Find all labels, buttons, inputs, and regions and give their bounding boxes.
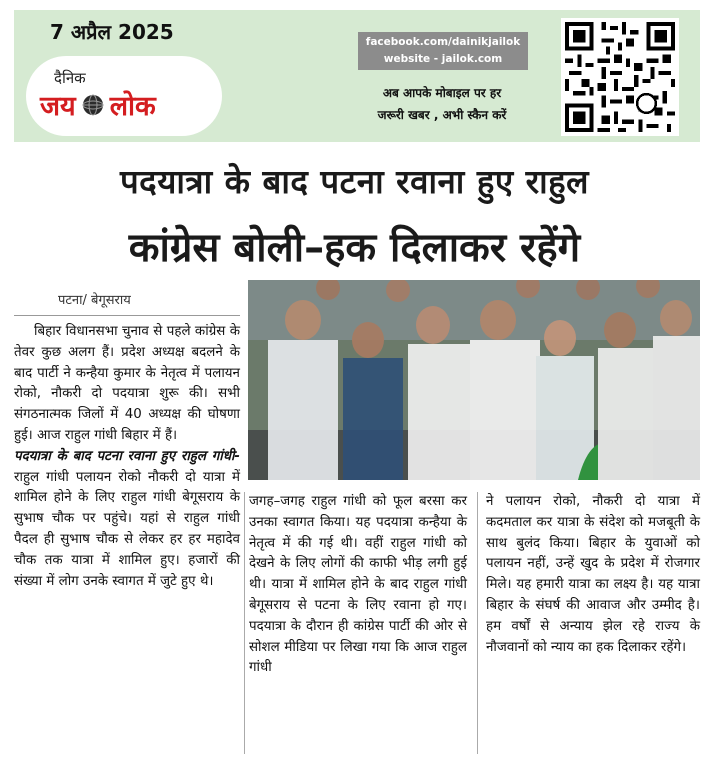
scan-line-1: अब आपके मोबाइल पर हर — [382, 86, 502, 100]
article-column-1 — [14, 322, 240, 592]
scan-line-2: जरूरी खबर , अभी स्कैन करें — [377, 108, 507, 122]
social-links-box — [358, 32, 528, 70]
qr-code-icon[interactable] — [561, 18, 679, 136]
headline-secondary: कांग्रेस बोली–हक दिलाकर रहेंगे — [128, 225, 581, 271]
column-divider-1 — [244, 492, 245, 754]
dateline-divider — [14, 315, 240, 316]
rally-photo — [248, 280, 700, 480]
newspaper-logo — [26, 56, 222, 136]
article-column-2 — [249, 492, 467, 679]
logo-word-left: जय — [40, 91, 76, 122]
article-paragraph-col2: जगह–जगह राहुल गांधी को फूल बरसा कर उनका स्वागत किया। यह पदयात्रा कन्हैया के नेतृत्व में की गई थी। वहीं राहुल गांधी को देखने के लिए लोगों की काफी भीड़ लगी हुई थी। यात्रा में शामिल होने के बाद राहुल गांधी बेगूसराय से पटना के लिए रवाना हो गए। पदयात्रा के दौरान ही कांग्रेस पार्टी की ओर से सोशल मीडिया पर लिखा गया कि आज राहुल गांधी — [249, 494, 467, 676]
scan-prompt — [346, 82, 538, 126]
facebook-link[interactable]: facebook.com/dainikjailok — [365, 36, 521, 48]
headline-primary: पदयात्रा के बाद पटना रवाना हुए राहुल — [119, 162, 590, 201]
logo-main-text — [40, 86, 156, 123]
logo-small-text: दैनिक — [54, 69, 86, 87]
article-paragraph-second — [14, 447, 240, 593]
article-column-3 — [486, 492, 700, 658]
dateline: पटना/ बेगूसराय — [58, 293, 131, 308]
globe-icon — [82, 94, 104, 116]
subheading-lead: पदयात्रा के बाद पटना रवाना हुए राहुल गांधी- — [14, 448, 240, 464]
article-paragraph-intro: बिहार विधानसभा चुनाव से पहले कांग्रेस के तेवर कुछ अलग हैं। प्रदेश अध्यक्ष बदलने के बाद पार्टी ने कन्हैया कुमार के नेतृत्व में पलायन रोको, नौकरी दो पदयात्रा शुरू की। सभी संगठनात्मक जिलों में 40 अध्यक्ष की घोषणा हुई। आज राहुल गांधी बिहार में हैं। — [14, 324, 240, 443]
column-divider-2 — [477, 492, 478, 754]
subheading-body: राहुल गांधी पलायन रोको नौकरी दो यात्रा में शामिल होने के लिए राहुल गांधी बेगूसराय के सुभाष चौक पर पहुंचे। यहां से राहुल गांधी पैदल ही सुभाष चौक से लेकर हर हर महादेव चौक तक यात्रा में शामिल हुए। हजारों की संख्या में लोग उनके स्वागत में जुटे हुए थे। — [14, 469, 240, 589]
article-paragraph-col3: ने पलायन रोको, नौकरी दो यात्रा में कदमताल कर यात्रा के संदेश को मजबूती के साथ बुलंद किया। बिहार के युवाओं को पलायन नहीं, उन्हें खुद के प्रदेश में रोजगार मिले। यह हमारी यात्रा का लक्ष्य है। यह यात्रा बिहार के संघर्ष की आवाज और उम्मीद है। हम वर्षों से अन्याय झेल रहे राज्य के नौजवानों को न्याय का हक दिलाकर रहेंगे। — [486, 494, 700, 655]
logo-word-right: लोक — [109, 91, 156, 122]
issue-date: 7 अप्रैल 2025 — [50, 20, 174, 44]
website-link[interactable]: website - jailok.com — [383, 53, 503, 65]
